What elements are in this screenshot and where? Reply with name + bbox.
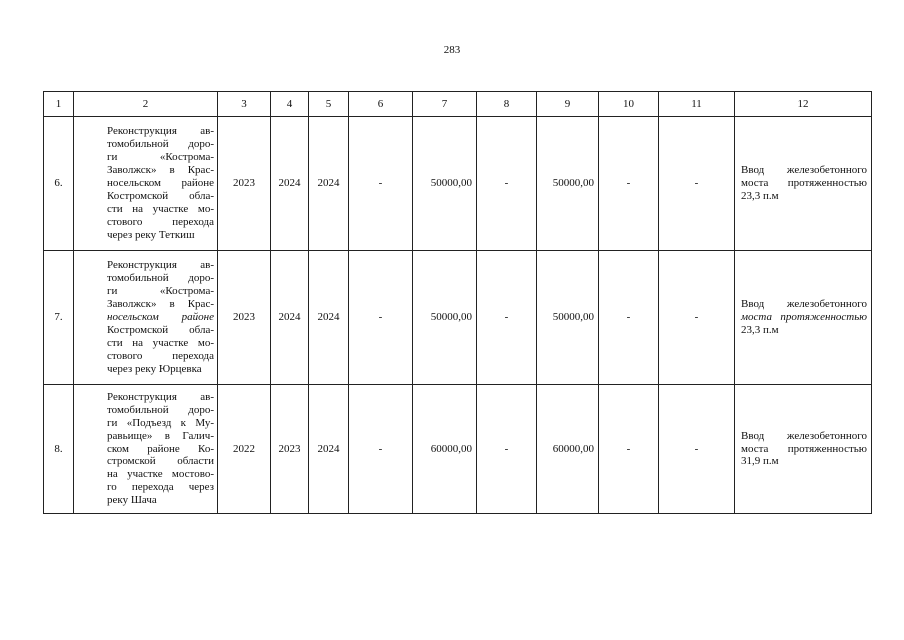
cell-col3: 2023 — [218, 117, 271, 251]
description-line: томобильной доро- — [107, 403, 214, 416]
header-cell: 7 — [413, 92, 477, 117]
header-cell: 10 — [599, 92, 659, 117]
header-row — [44, 92, 872, 117]
result-line: 23,3 п.м — [741, 189, 779, 202]
header-cell: 9 — [537, 92, 599, 117]
description-line: томобильной доро- — [107, 138, 214, 151]
cell-col6: - — [349, 385, 413, 514]
cell-col10: - — [599, 251, 659, 385]
result-line: 31,9 п.м — [741, 455, 779, 468]
description-line: носельском районе — [107, 177, 214, 190]
description-line: Реконструкция ав- — [107, 259, 214, 272]
header-cell: 1 — [44, 92, 74, 117]
cell-col11: - — [659, 385, 735, 514]
header-cell: 3 — [218, 92, 271, 117]
header-cell: 4 — [271, 92, 309, 117]
result-line: моста протяженностью — [741, 177, 867, 190]
data-table — [43, 91, 872, 514]
description-line: Реконструкция ав- — [107, 125, 214, 138]
description-line: Заволжск» в Крас- — [107, 164, 214, 177]
description-line: на участке мостово- — [107, 468, 214, 481]
result-description — [735, 385, 872, 514]
header-cell: 5 — [309, 92, 349, 117]
page-number: 283 — [443, 44, 461, 56]
cell-col8: - — [477, 117, 537, 251]
result-line: моста протяженностью — [741, 442, 867, 455]
description-line: ги «Кострома- — [107, 151, 214, 164]
description-line: через реку Теткиш — [107, 228, 195, 241]
result-line: Ввод железобетонного — [741, 164, 867, 177]
description-line: Костромской обла- — [107, 323, 214, 336]
header-cell: 11 — [659, 92, 735, 117]
description-line: ги «Подъезд к Му- — [107, 416, 214, 429]
header-cell: 2 — [74, 92, 218, 117]
cell-col9: 50000,00 — [537, 251, 599, 385]
cell-col7: 50000,00 — [413, 251, 477, 385]
cell-col4: 2024 — [271, 251, 309, 385]
row-number: 6. — [44, 117, 74, 251]
result-line: Ввод железобетонного — [741, 298, 867, 311]
description-line: через реку Юрцевка — [107, 362, 202, 375]
header-cell: 8 — [477, 92, 537, 117]
row-number: 7. — [44, 251, 74, 385]
cell-col8: - — [477, 251, 537, 385]
description-line: сти на участке мо- — [107, 202, 214, 215]
cell-col11: - — [659, 251, 735, 385]
table-row — [44, 385, 872, 514]
cell-col7: 60000,00 — [413, 385, 477, 514]
cell-col5: 2024 — [309, 117, 349, 251]
cell-col5: 2024 — [309, 251, 349, 385]
description-line: реку Шача — [107, 494, 157, 507]
cell-col5: 2024 — [309, 385, 349, 514]
row-number: 8. — [44, 385, 74, 514]
header-cell: 12 — [735, 92, 872, 117]
result-line: 23,3 п.м — [741, 323, 779, 336]
header-cell: 6 — [349, 92, 413, 117]
cell-col7: 50000,00 — [413, 117, 477, 251]
description-line: Заволжск» в Крас- — [107, 298, 214, 311]
result-description — [735, 251, 872, 385]
project-description — [74, 117, 218, 251]
cell-col4: 2023 — [271, 385, 309, 514]
table-row — [44, 117, 872, 251]
cell-col10: - — [599, 117, 659, 251]
cell-col8: - — [477, 385, 537, 514]
description-line: равьище» в Галич- — [107, 429, 214, 442]
result-line: Ввод железобетонного — [741, 429, 867, 442]
cell-col6: - — [349, 117, 413, 251]
description-line: стромской области — [107, 455, 214, 468]
cell-col10: - — [599, 385, 659, 514]
result-line: моста протяженностью — [741, 311, 867, 324]
result-description — [735, 117, 872, 251]
cell-col11: - — [659, 117, 735, 251]
description-line: стового перехода — [107, 215, 214, 228]
description-line: ском районе Ко- — [107, 442, 214, 455]
cell-col6: - — [349, 251, 413, 385]
description-line: томобильной доро- — [107, 272, 214, 285]
description-line: ги «Кострома- — [107, 285, 214, 298]
description-line: сти на участке мо- — [107, 336, 214, 349]
cell-col9: 50000,00 — [537, 117, 599, 251]
project-description — [74, 385, 218, 514]
description-line: носельском районе — [107, 311, 214, 324]
description-line: Реконструкция ав- — [107, 390, 214, 403]
project-description — [74, 251, 218, 385]
cell-col3: 2023 — [218, 251, 271, 385]
cell-col9: 60000,00 — [537, 385, 599, 514]
table-row — [44, 251, 872, 385]
description-line: го перехода через — [107, 481, 214, 494]
description-line: Костромской обла- — [107, 189, 214, 202]
cell-col3: 2022 — [218, 385, 271, 514]
cell-col4: 2024 — [271, 117, 309, 251]
description-line: стового перехода — [107, 349, 214, 362]
